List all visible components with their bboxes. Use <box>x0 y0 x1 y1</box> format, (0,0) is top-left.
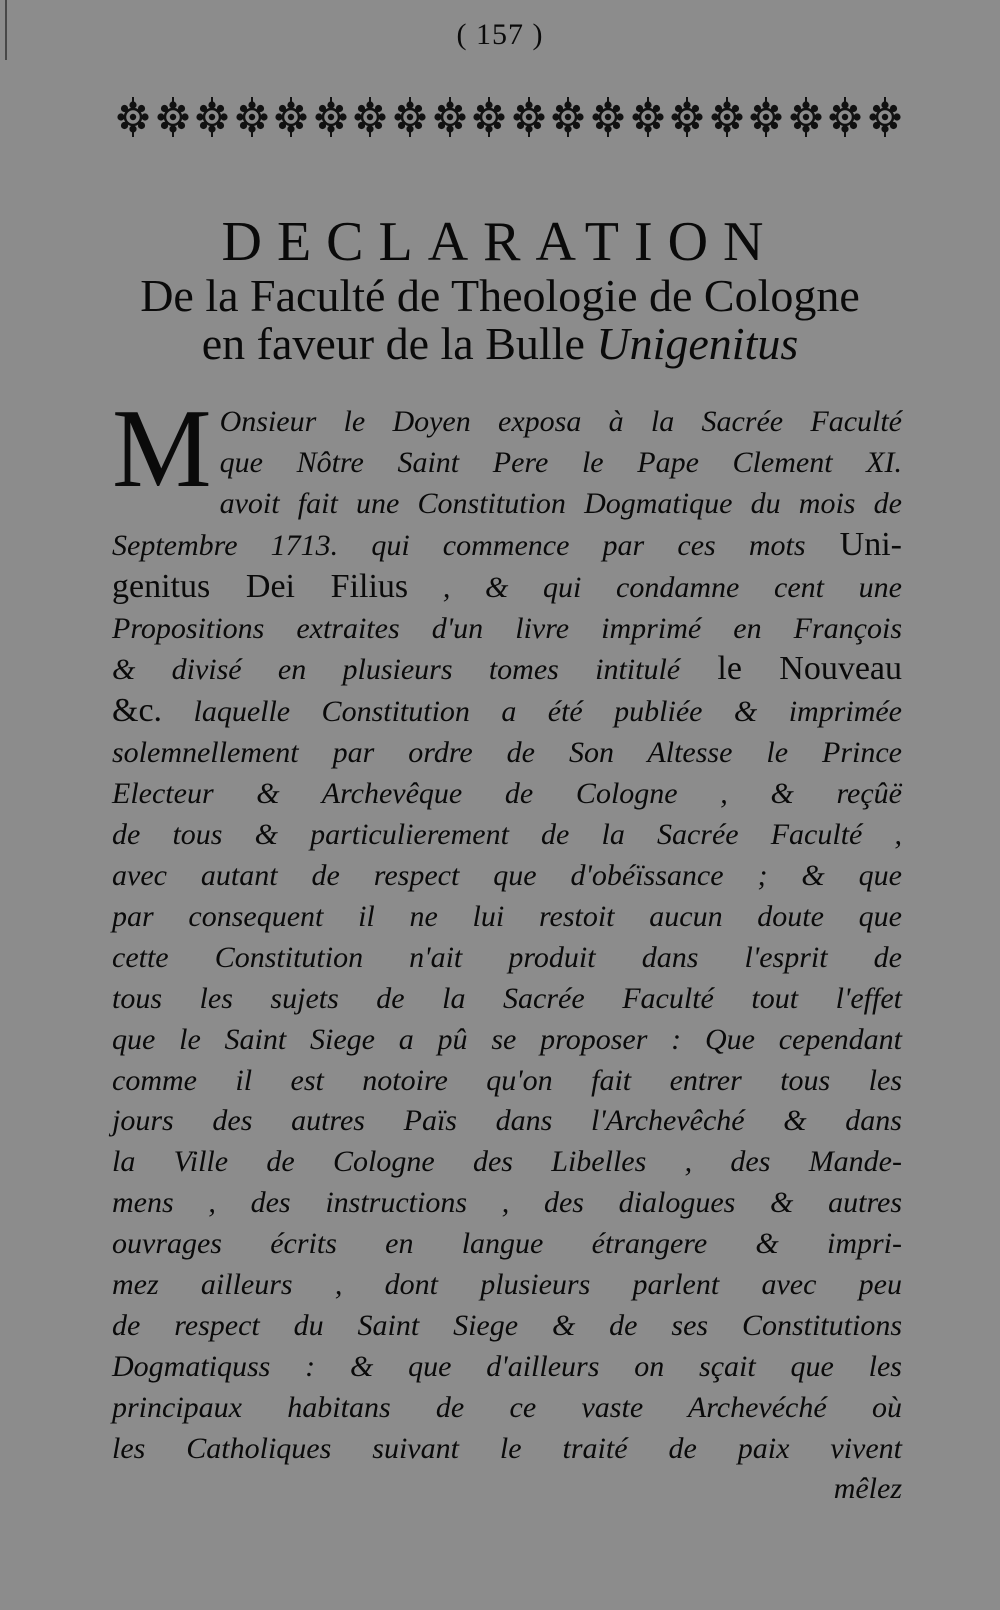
ornament-rosette-icon <box>195 95 229 139</box>
ornament-rosette-icon <box>116 95 150 139</box>
roman-text: &c. <box>112 692 163 730</box>
italic-text: jours des autres Païs dans l'Archevêché & dans <box>112 1104 902 1138</box>
roman-text: Uni- <box>805 525 902 563</box>
italic-text: de respect du Saint Siege & de ses Constitutions <box>112 1308 902 1342</box>
text-line <box>112 1101 902 1142</box>
ornament-rosette-icon <box>789 95 823 139</box>
ornament-rosette-icon <box>353 95 387 139</box>
ornament-rosette-icon <box>749 95 783 139</box>
ornament-rosette-icon <box>472 95 506 139</box>
subtitle-line-2 <box>80 320 920 368</box>
text-line <box>112 733 902 774</box>
italic-text: & divisé en plusieurs tomes intitulé <box>112 653 681 687</box>
ornament-rosette-icon <box>868 95 902 139</box>
text-line <box>112 1061 902 1102</box>
italic-text: principaux habitans de ce vaste Archevéché où <box>112 1390 902 1424</box>
text-line <box>112 1429 902 1470</box>
text-line <box>112 1347 902 1388</box>
text-line <box>112 1306 902 1347</box>
italic-text: Onsieur le Doyen exposa à la Sacrée Faculté <box>219 405 902 438</box>
text-line <box>112 1020 902 1061</box>
italic-text: Dogmatiquss : & que d'ailleurs on sçait que les <box>112 1349 902 1383</box>
italic-text: solemnellement par ordre de Son Altesse le Prince <box>112 736 902 770</box>
italic-text: que le Saint Siege a pû se proposer : Que cependant <box>112 1022 902 1056</box>
ornament-rosette-icon <box>393 95 427 139</box>
italic-text: , & qui condamne cent une <box>408 570 902 604</box>
roman-text: le Nouveau <box>680 650 902 688</box>
text-line <box>112 856 902 897</box>
italic-text: mens , des instructions , des dialogues & autres <box>112 1186 902 1220</box>
text-line <box>112 691 902 733</box>
subtitle-line-2-italic: Unigenitus <box>596 318 799 369</box>
text-line <box>112 1265 902 1306</box>
text-line <box>112 649 902 691</box>
text-line <box>112 402 902 443</box>
catchword: mêlez <box>833 1472 902 1505</box>
ornament-rosette-icon <box>551 95 585 139</box>
page-subtitle <box>80 272 920 368</box>
text-line <box>112 443 902 484</box>
italic-text: comme il est notoire qu'on fait entrer tous les <box>112 1063 902 1097</box>
italic-text: de tous & particulierement de la Sacrée Faculté , <box>112 818 902 852</box>
ornament-rosette-icon <box>156 95 190 139</box>
ornament-rosette-icon <box>274 95 308 139</box>
italic-text: avoit fait une Constitution Dogmatique du mois de <box>219 486 902 520</box>
italic-text: cette Constitution n'ait produit dans l'esprit de <box>112 940 902 974</box>
page-title: DECLARATION <box>221 210 779 273</box>
italic-text: ouvrages écrits en langue étrangere & impri- <box>112 1227 902 1261</box>
text-line <box>112 567 902 609</box>
italic-text: avec autant de respect que d'obéïssance ; & que <box>112 858 902 892</box>
italic-text: Electeur & Archevêque de Cologne , & reçûë <box>112 777 902 811</box>
italic-text: la Ville de Cologne des Libelles , des Mande- <box>112 1145 902 1179</box>
text-line <box>112 938 902 979</box>
text-line <box>112 1142 902 1183</box>
text-line <box>112 1224 902 1265</box>
ornament-rosette-icon <box>433 95 467 139</box>
ornament-rosette-icon <box>710 95 744 139</box>
text-line <box>112 979 902 1020</box>
subtitle-line-2-prefix: en faveur de la Bulle <box>201 318 597 369</box>
ornament-rosette-icon <box>631 95 665 139</box>
italic-text: les Catholiques suivant le traité de paix vivent <box>112 1431 902 1465</box>
italic-text: Propositions extraites d'un livre imprimé en François <box>112 611 902 645</box>
text-line <box>112 609 902 650</box>
italic-text: mez ailleurs , dont plusieurs parlent avec peu <box>112 1268 902 1302</box>
text-line <box>112 484 902 525</box>
text-line <box>112 1388 902 1429</box>
drop-cap: M <box>112 387 212 511</box>
italic-text: que Nôtre Saint Pere le Pape Clement XI. <box>219 445 902 479</box>
subtitle-line-1: De la Faculté de Theologie de Cologne <box>140 270 860 321</box>
ornament-rosette-icon <box>828 95 862 139</box>
ornament-rosette-icon <box>512 95 546 139</box>
ornament-rosette-icon <box>670 95 704 139</box>
text-line <box>112 525 902 567</box>
ornament-rosette-icon <box>235 95 269 139</box>
text-line <box>112 774 902 815</box>
ornament-band <box>116 92 902 142</box>
roman-text: genitus Dei Filius <box>112 567 409 605</box>
page-number: ( 157 ) <box>456 18 544 51</box>
italic-text: Septembre 1713. qui commence par ces mots <box>112 528 806 562</box>
text-line <box>112 1183 902 1224</box>
text-line <box>112 897 902 938</box>
body-text <box>112 387 902 1470</box>
italic-text: par consequent il ne lui restoit aucun doute que <box>112 899 902 933</box>
italic-text: tous les sujets de la Sacrée Faculté tout l'effet <box>112 981 902 1015</box>
text-line <box>112 815 902 856</box>
ornament-rosette-icon <box>314 95 348 139</box>
italic-text: laquelle Constitution a été publiée & imprimée <box>162 695 902 729</box>
ornament-rosette-icon <box>591 95 625 139</box>
